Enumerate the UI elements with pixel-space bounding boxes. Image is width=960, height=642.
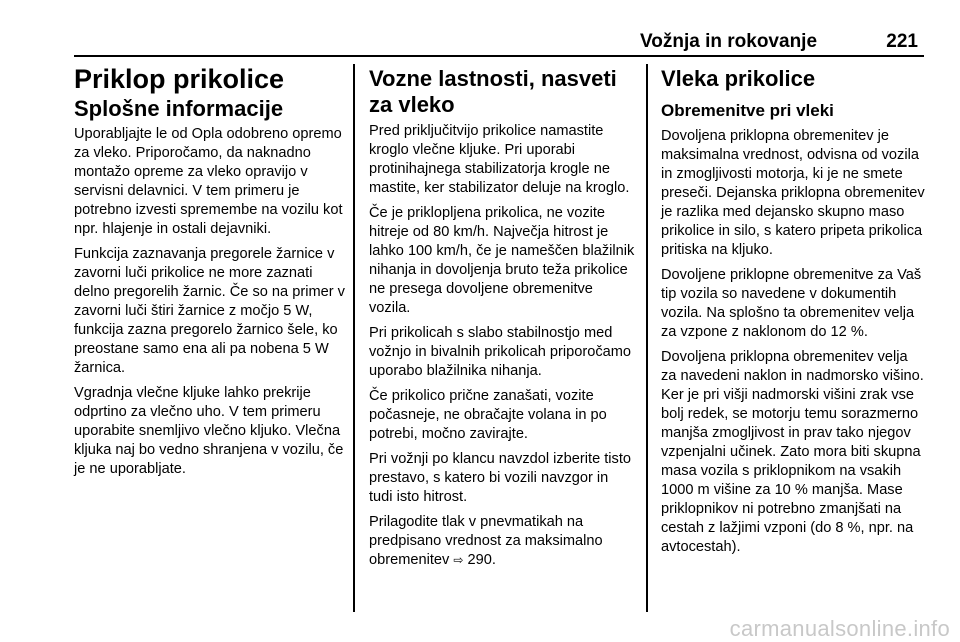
header-rule	[74, 55, 924, 57]
paragraph	[369, 513, 635, 570]
section-heading: Splošne informacije	[74, 96, 284, 121]
subsection-heading: Obremenitve pri vleki	[661, 101, 834, 120]
column-1	[74, 64, 346, 485]
paragraph: Pred priključitvijo prikolice namastite kroglo vlečne kljuke. Pri uporabi protinihajnega stabilizatorja krogle ne mastite, ker stabilizator deluje na kroglo.	[369, 123, 630, 196]
paragraph: Funkcija zaznavanja pregorele žarnice v zavorni luči prikolice ne more zaznati delno pregorelih žarnic. Če so na primer v zavorni luči štiri žarnice z močjo 5 W, funkcija zazna pregorelo žarnico šele, ko preostane samo ena ali pa nobena 5 W žarnica.	[74, 246, 345, 376]
page-header	[640, 30, 918, 54]
page-number: 221	[886, 31, 918, 52]
paragraph-text: Prilagodite tlak v pnevmatikah na predpisano vrednost za maksimalno obremenitev	[369, 514, 603, 568]
section-title: Vožnja in rokovanje	[640, 31, 818, 52]
paragraph: Dovoljene priklopne obremenitve za Vaš tip vozila so navedene v dokumentih vozila. Na splošno ta obremenitev velja za vzpone z naklonom do 12 %.	[661, 267, 922, 340]
column-divider	[353, 64, 355, 612]
chapter-title: Priklop prikolice	[74, 64, 285, 94]
column-3	[661, 64, 927, 563]
paragraph: Dovoljena priklopna obremenitev velja za navedeni naklon in nadmorsko višino. Ker je pri višji nadmorski višini zrak vse bolj redek, se motorju temu sorazmerno manjša zmogljivost in prav tako njegov vzpenjalni učinek. Zato mora biti skupna masa vozila s priklopnikom na vsakih 1000 m višine za 10 % manjša. Mase priklopnikov ni potrebno zmanjšati na cestah z lažjimi vzponi (do 8 %, npr. na avtocestah).	[661, 349, 924, 555]
page-reference-arrow-icon[interactable]: ⇨	[453, 553, 464, 567]
paragraph: Dovoljena priklopna obremenitev je maksimalna vrednost, odvisna od vozila in zmogljivosti motorja, ki je ne smete preseči. Dejanska priklopna obremenitev je razlika med dejansko skupno maso prikolice in silo, s katero pripeta prikolica pritiska na kljuko.	[661, 128, 925, 258]
page-reference[interactable]: 290.	[463, 552, 496, 568]
paragraph: Če je priklopljena prikolica, ne vozite hitreje od 80 km/h. Največja hitrost je lahko 100 km/h, če je nameščen blažilnik nihanja in dovoljenja bruto teža prikolice ne presega dovoljene obremenitve vozila.	[369, 205, 635, 316]
column-divider	[646, 64, 648, 612]
column-2	[369, 64, 635, 576]
watermark: carmanualsonline.info	[729, 616, 950, 641]
section-heading: Vozne lastnosti, nasveti za vleko	[369, 66, 617, 117]
paragraph: Uporabljajte le od Opla odobreno opremo za vleko. Priporočamo, da naknadno montažo opreme za vleko opravijo v servisni delavnici. V tem primeru je potrebno izvesti spremembe na vozilu kot npr. hlajenje in ostali dejavniki.	[74, 126, 343, 237]
paragraph: Če prikolico prične zanašati, vozite počasneje, ne obračajte volana in po potrebi, močno zavirajte.	[369, 388, 607, 442]
section-heading: Vleka prikolice	[661, 66, 816, 91]
paragraph: Vgradnja vlečne kljuke lahko prekrije odprtino za vlečno uho. V tem primeru uporabite snemljivo vlečno kljuko. Vlečna kljuka naj bo vedno shranjena v vozilu, če je ne uporabljate.	[74, 385, 344, 477]
paragraph: Pri vožnji po klancu navzdol izberite tisto prestavo, s katero bi vozili navzgor in tudi isto hitrost.	[369, 451, 632, 505]
paragraph: Pri prikolicah s slabo stabilnostjo med vožnjo in bivalnih prikolicah priporočamo uporabo blažilnika nihanja.	[369, 325, 632, 379]
